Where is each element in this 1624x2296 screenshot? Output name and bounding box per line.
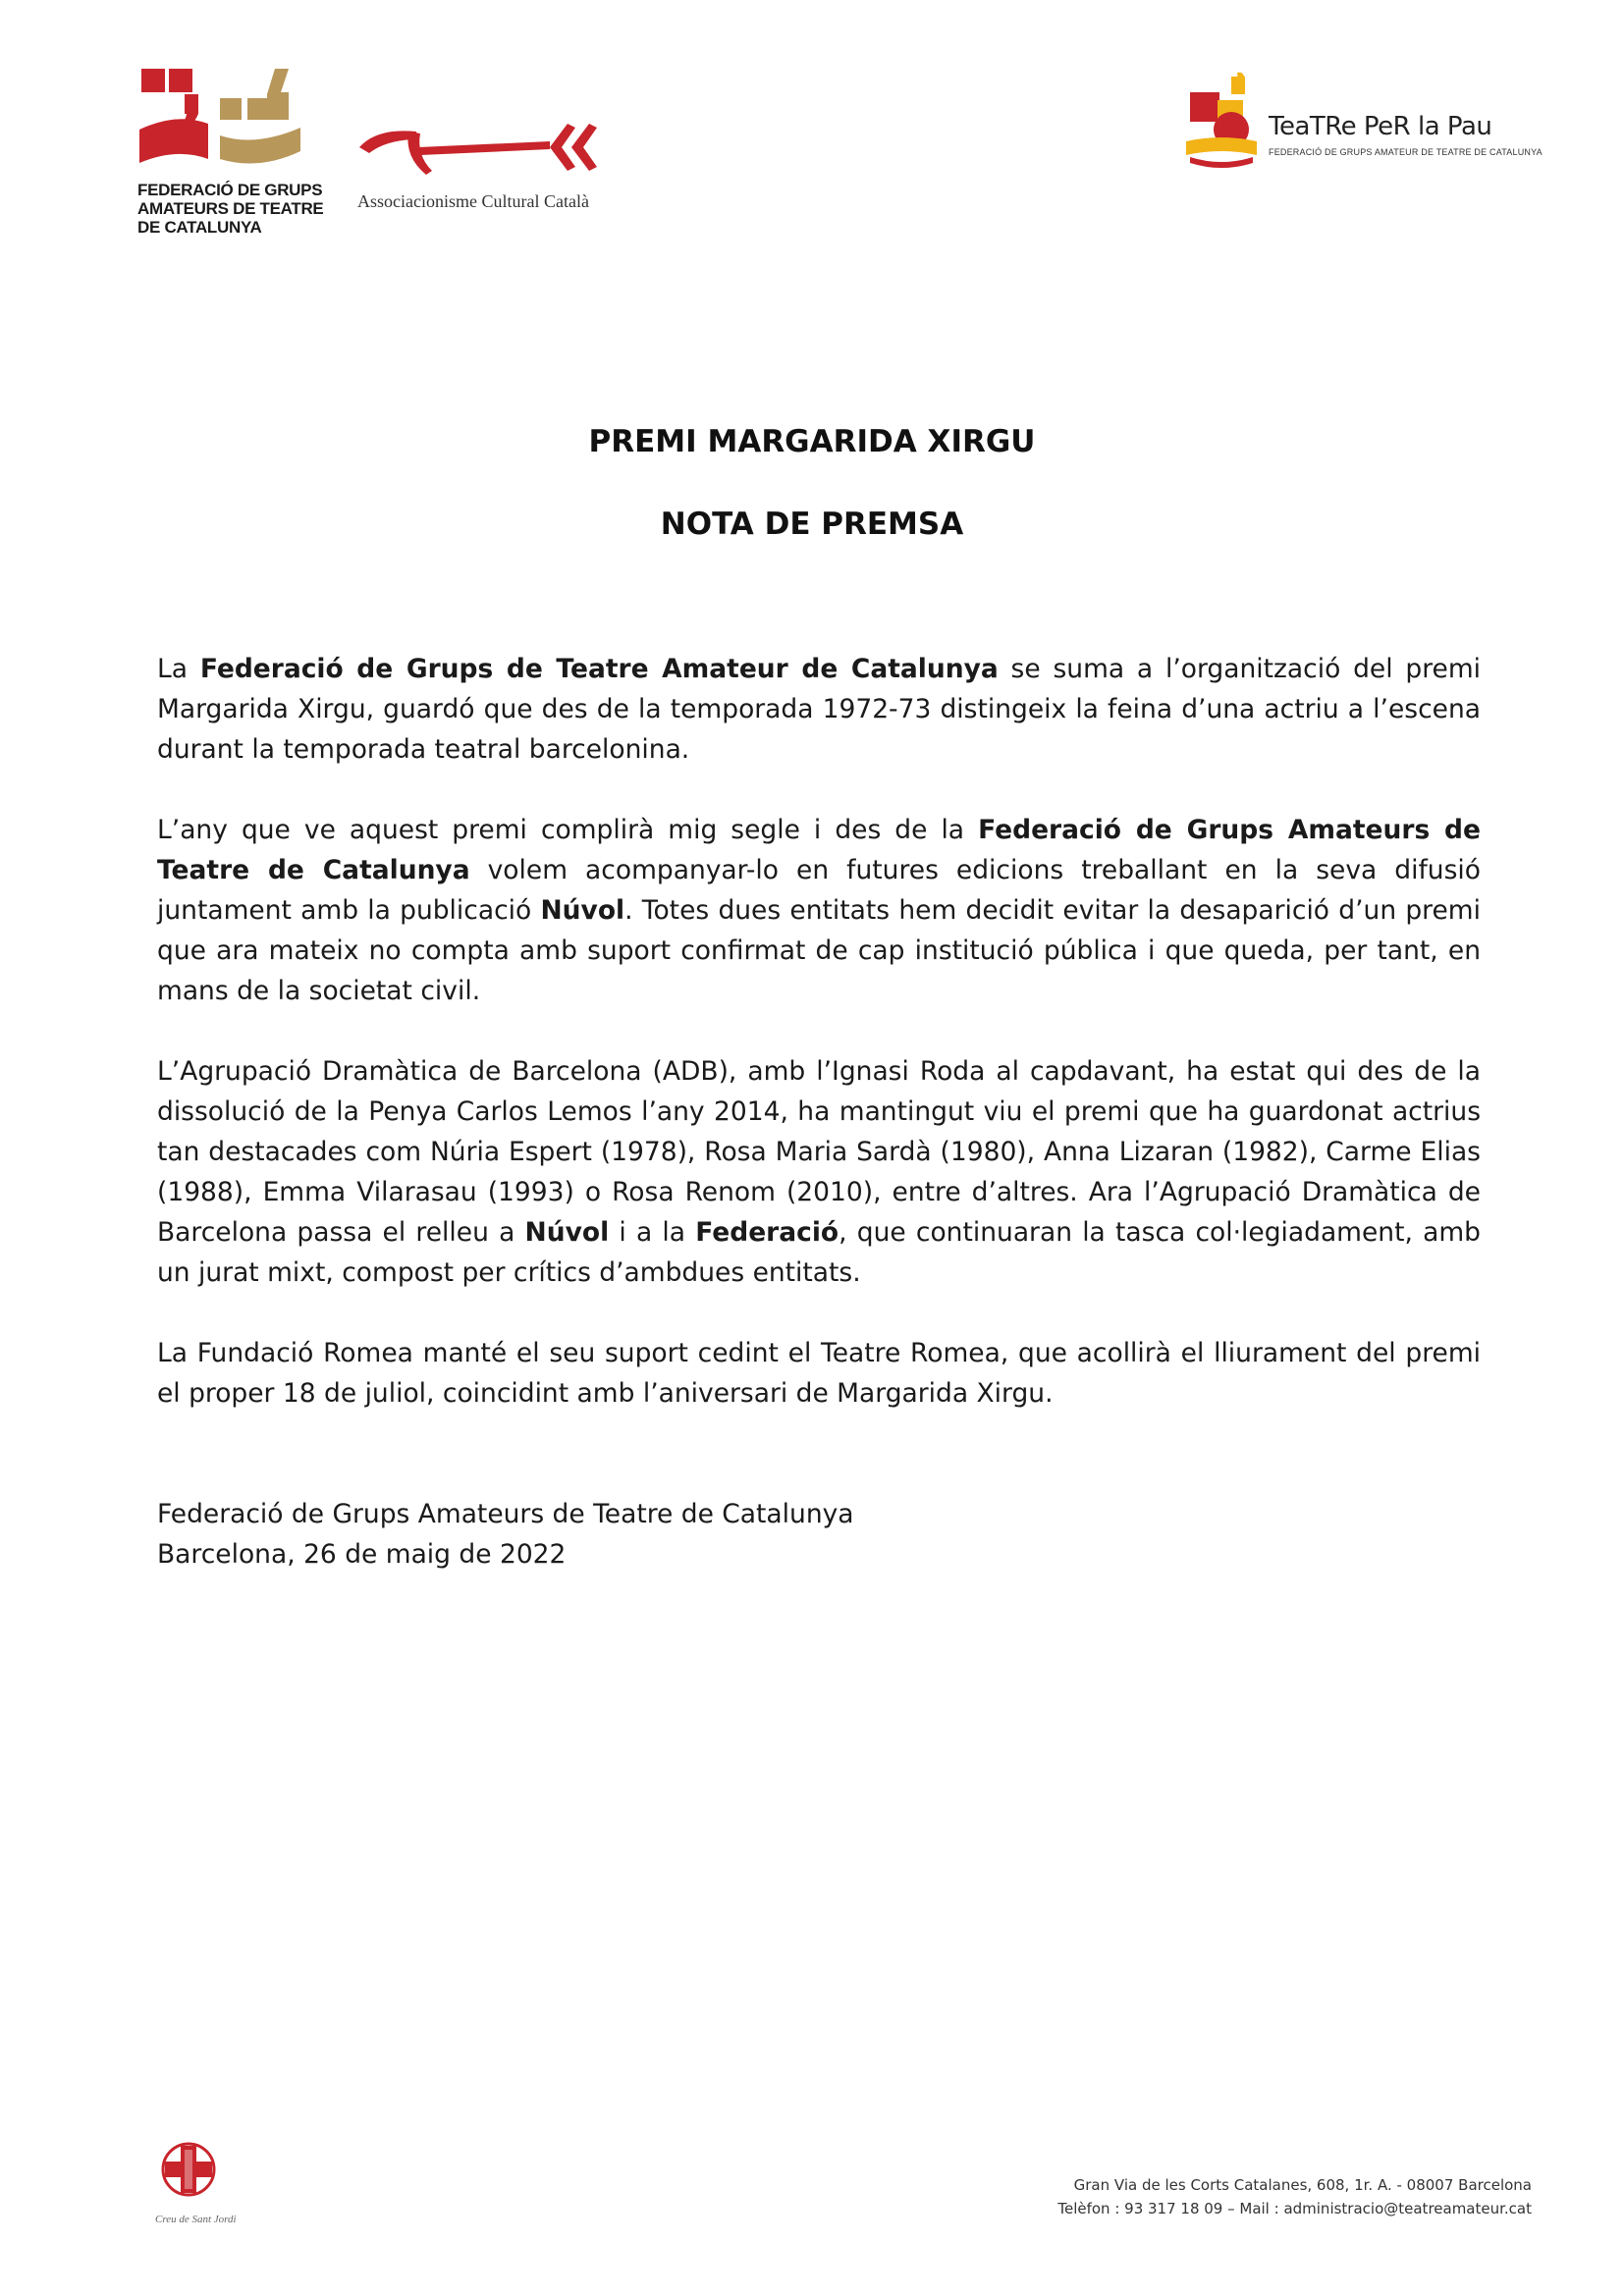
text-run: , que continuaran la tasca col·legiadament, amb un jurat mixt, compost per crítics d’ambdues entitats. (157, 1217, 1481, 1288)
fgatc-logo-line: AMATEURS DE TEATRE (137, 199, 324, 218)
creu-sant-jordi-logo (155, 2140, 253, 2225)
creu-sant-jordi-text: Creu de Sant Jordi (155, 2214, 237, 2225)
text-run: L’Agrupació Dramàtica de Barcelona (ADB), amb l’Ignasi Roda al capdavant, ha estat qui des de la dissolució de la Penya Carlos Lemos l’any 2014, ha mantingut viu el premi que ha guardonat actrius tan destacades com Núria Espert (1978), Rosa Maria Sardà (1980), Anna Lizaran (1982), Carme Elias (1988), Emma Vilarasau (1993) o Rosa Renom (2010), entre d’altres. Ara l’Agrupació Dramàtica de Barcelona passa el relleu a (157, 1056, 1481, 1248)
text-run: L’any que ve aquest premi complirà mig segle i des de la (157, 815, 979, 845)
fgatc-logo (137, 65, 324, 237)
footer-address-line: Gran Via de les Corts Catalanes, 608, 1r. A. - 08007 Barcelona (1073, 2176, 1532, 2194)
teatre-per-la-pau-title: TeaTRe PeR la Pau (1269, 112, 1492, 141)
text-run: se suma a l’organització del premi Margarida Xirgu, guardó que des de la temporada 1972-73 distingeix la feina d’una actriu a l’escena durant la temporada teatral barcelonina. (157, 654, 1481, 765)
paragraph-1 (157, 649, 1481, 770)
footer-contact-line: Telèfon : 93 317 18 09 – Mail : administracio@teatreamateur.cat (1057, 2200, 1532, 2217)
fgatc-logo-line: DE CATALUNYA (137, 218, 262, 237)
teatre-per-la-pau-subtitle: FEDERACIÓ DE GRUPS AMATEUR DE TEATRE DE CATALUNYA (1269, 147, 1543, 157)
acc-brushstroke-icon (357, 118, 603, 179)
teatre-per-la-pau-logo (1182, 69, 1543, 177)
signature-block (157, 1494, 1481, 1575)
footer-contact (1057, 2173, 1532, 2220)
paragraph-4 (157, 1333, 1481, 1414)
paragraph-2 (157, 810, 1481, 1011)
document-title: PREMI MARGARIDA XIRGU (588, 424, 1036, 459)
bold-run: Federació de Grups de Teatre Amateur de Catalunya (199, 654, 999, 684)
fgatc-logo-line: FEDERACIÓ DE GRUPS (137, 181, 323, 199)
text-run: La Fundació Romea manté el seu suport cedint el Teatre Romea, que acollirà el lliurament del premi el proper 18 de juliol, coincidint amb l’aniversari de Margarida Xirgu. (157, 1338, 1481, 1409)
bold-run: Núvol (540, 895, 625, 926)
text-run: . Totes dues entitats hem decidit evitar la desaparició d’un premi que ara mateix no compta amb suport confirmat de cap institució pública i que queda, per tant, en mans de la societat civil. (157, 895, 1481, 1006)
red-cross-icon (155, 2140, 234, 2207)
paragraph-3 (157, 1051, 1481, 1293)
acc-logo (357, 118, 603, 212)
document-subtitle: NOTA DE PREMSA (660, 507, 964, 542)
text-run: i a la (609, 1217, 696, 1248)
signature-organization: Federació de Grups Amateurs de Teatre de Catalunya (157, 1499, 854, 1529)
bold-run: Núvol (524, 1217, 610, 1248)
fgatc-emblem-icon (137, 65, 304, 171)
bold-run: Federació de Grups Amateurs de Teatre de Catalunya (157, 815, 1481, 885)
signature-date: Barcelona, 26 de maig de 2022 (157, 1539, 567, 1570)
acc-logo-text: Associacionisme Cultural Català (357, 191, 589, 211)
teatre-per-la-pau-emblem-icon (1182, 69, 1265, 175)
press-release-body (157, 649, 1481, 1575)
text-run: volem acompanyar-lo en futures edicions treballant en la seva difusió juntament amb la publicació (157, 855, 1481, 926)
fgatc-logo-text (137, 181, 324, 237)
text-run: La (157, 654, 200, 684)
page-header (0, 0, 1624, 294)
bold-run: Federació (695, 1217, 839, 1248)
